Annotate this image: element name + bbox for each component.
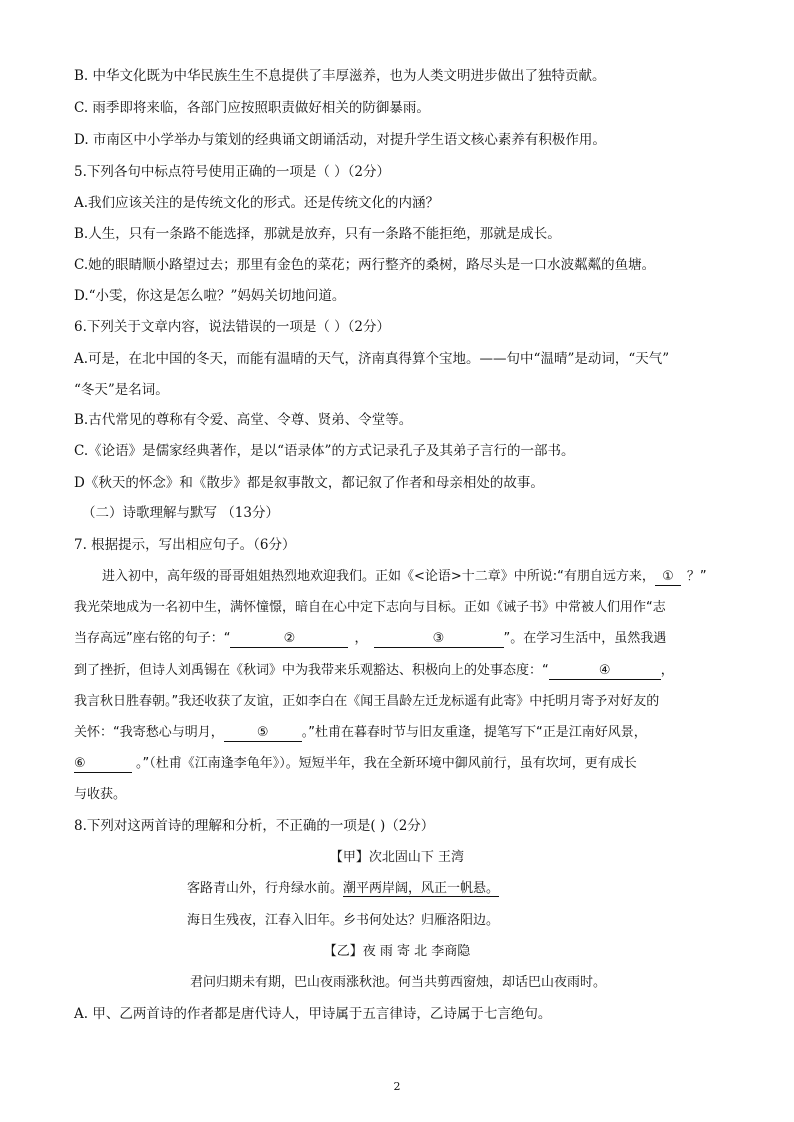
blank-4[interactable]: ④ — [549, 663, 661, 680]
page-number: 2 — [393, 1080, 401, 1093]
q8-stem: 8.下列对这两首诗的理解和分析，不正确的一项是( )（2分） — [74, 818, 435, 834]
q5-stem: 5.下列各句中标点符号使用正确的一项是（ ）（2分） — [74, 164, 391, 180]
q8-option-a: A. 甲、乙两首诗的作者都是唐代诗人，甲诗属于五言律诗，乙诗属于七言绝句。 — [74, 1006, 552, 1022]
q4-option-d: D. 市南区中小学举办与策划的经典诵文朗诵活动，对提升学生语文核心素养有积极作用。 — [74, 132, 606, 148]
q5-option-a: A.我们应该关注的是传统文化的形式。还是传统文化的内涵？ — [74, 195, 440, 211]
q7-text: 关怀：“我寄愁心与明月， — [74, 725, 224, 740]
q6-option-a-line1: A.可是，在北中国的冬天，而能有温晴的天气，济南真得算个宝地。——句中“温晴”是动词，“天气” — [74, 351, 670, 367]
blank-2[interactable]: ② — [230, 631, 348, 648]
q7-passage-line6 — [74, 723, 647, 743]
blank-3[interactable]: ③ — [374, 631, 504, 648]
q7-passage-line1 — [102, 567, 707, 587]
q4-option-c: C. 雨季即将来临，各部门应按照职责做好相关的防御暴雨。 — [74, 100, 430, 116]
q5-option-b: B.人生，只有一条路不能选择，那就是放弃，只有一条路不能拒绝，那就是成长。 — [74, 226, 561, 242]
q7-stem: 7. 根据提示，写出相应句子。（6分） — [74, 537, 296, 553]
q7-text: 进入初中，高年级的哥哥姐姐热烈地欢迎我们。正如《<论语>十二章》中所说:“有朋自远方来， — [102, 569, 655, 584]
q5-option-d: D.“小雯，你这是怎么啦？”妈妈关切地问道。 — [74, 288, 346, 304]
blank-1[interactable]: ① — [655, 569, 681, 586]
poem1-underlined-text: 潮平两岸阔，风正一帆悬。 — [343, 881, 500, 896]
q7-text: ？” — [686, 569, 707, 584]
q7-text: 当存高远”座右铭的句子：“ — [74, 631, 231, 646]
q7-text: 。”（杜甫《江南逢李龟年》）。短短半年，我在全新环境中御风前行，虽有坎坷，更有成长 — [136, 756, 637, 771]
q7-passage-line8: 与收获。 — [74, 787, 127, 802]
poem1-line1 — [187, 879, 499, 899]
section-title: （二）诗歌理解与默写 （13分） — [82, 505, 279, 521]
q7-text: 。”杜甫在暮春时节与旧友重逢，提笔写下“正是江南好风景， — [301, 725, 647, 740]
q6-option-c: C.《论语》是儒家经典著作，是以“语录体”的方式记录孔子及其弟子言行的一部书。 — [74, 443, 575, 459]
blank-6[interactable]: ⑥ — [74, 756, 132, 773]
q7-passage-line3 — [74, 629, 666, 649]
blank-5[interactable]: ⑤ — [224, 725, 302, 742]
q6-option-d: D《秋天的怀念》和《散步》都是叙事散文，都记叙了作者和母亲相处的故事。 — [74, 475, 544, 491]
q7-text: ”。在学习生活中，虽然我遇 — [503, 631, 667, 646]
q7-passage-line5: 我言秋日胜春朝。”我还收获了友谊，正如李白在《闻王昌龄左迁龙标遥有此寄》中托明月寄予对好友的 — [74, 694, 660, 709]
q4-option-b: B. 中华文化既为中华民族生生不息提供了丰厚滋养，也为人类文明进步做出了独特贡献。 — [74, 68, 606, 84]
poem1-title: 【甲】次北固山下 王湾 — [329, 850, 465, 865]
poem2-line1: 君问归期未有期，巴山夜雨涨秋池。何当共剪西窗烛，却话巴山夜雨时。 — [190, 975, 607, 990]
q5-option-c: C.她的眼睛顺小路望过去；那里有金色的菜花；两行整齐的桑树，路尽头是一口水波粼粼的鱼塘。 — [74, 257, 656, 273]
q6-option-a-line2: “冬天”是名词。 — [74, 382, 169, 398]
poem2-title: 【乙】夜 雨 寄 北 李商隐 — [323, 944, 471, 959]
poem1-text: 客路青山外，行舟绿水前。 — [187, 881, 344, 896]
q7-passage-line4 — [74, 661, 674, 681]
q7-text: ， — [354, 631, 368, 646]
q7-text: 到了挫折，但诗人刘禹锡在《秋词》中为我带来乐观豁达、积极向上的处事态度：“ — [74, 663, 549, 678]
q7-text: ， — [660, 663, 674, 678]
poem1-line2: 海日生残夜，江春入旧年。乡书何处达？归雁洛阳边。 — [187, 913, 500, 928]
q6-stem: 6.下列关于文章内容，说法错误的一项是（ ）（2分） — [74, 319, 391, 335]
q6-option-b: B.古代常见的尊称有令爱、高堂、令尊、贤弟、令堂等。 — [74, 412, 413, 428]
q7-passage-line7 — [74, 754, 637, 774]
q7-passage-line2: 我光荣地成为一名初中生，满怀憧憬，暗自在心中定下志向与目标。正如《诫子书》中常被人们用作“志 — [74, 600, 666, 615]
